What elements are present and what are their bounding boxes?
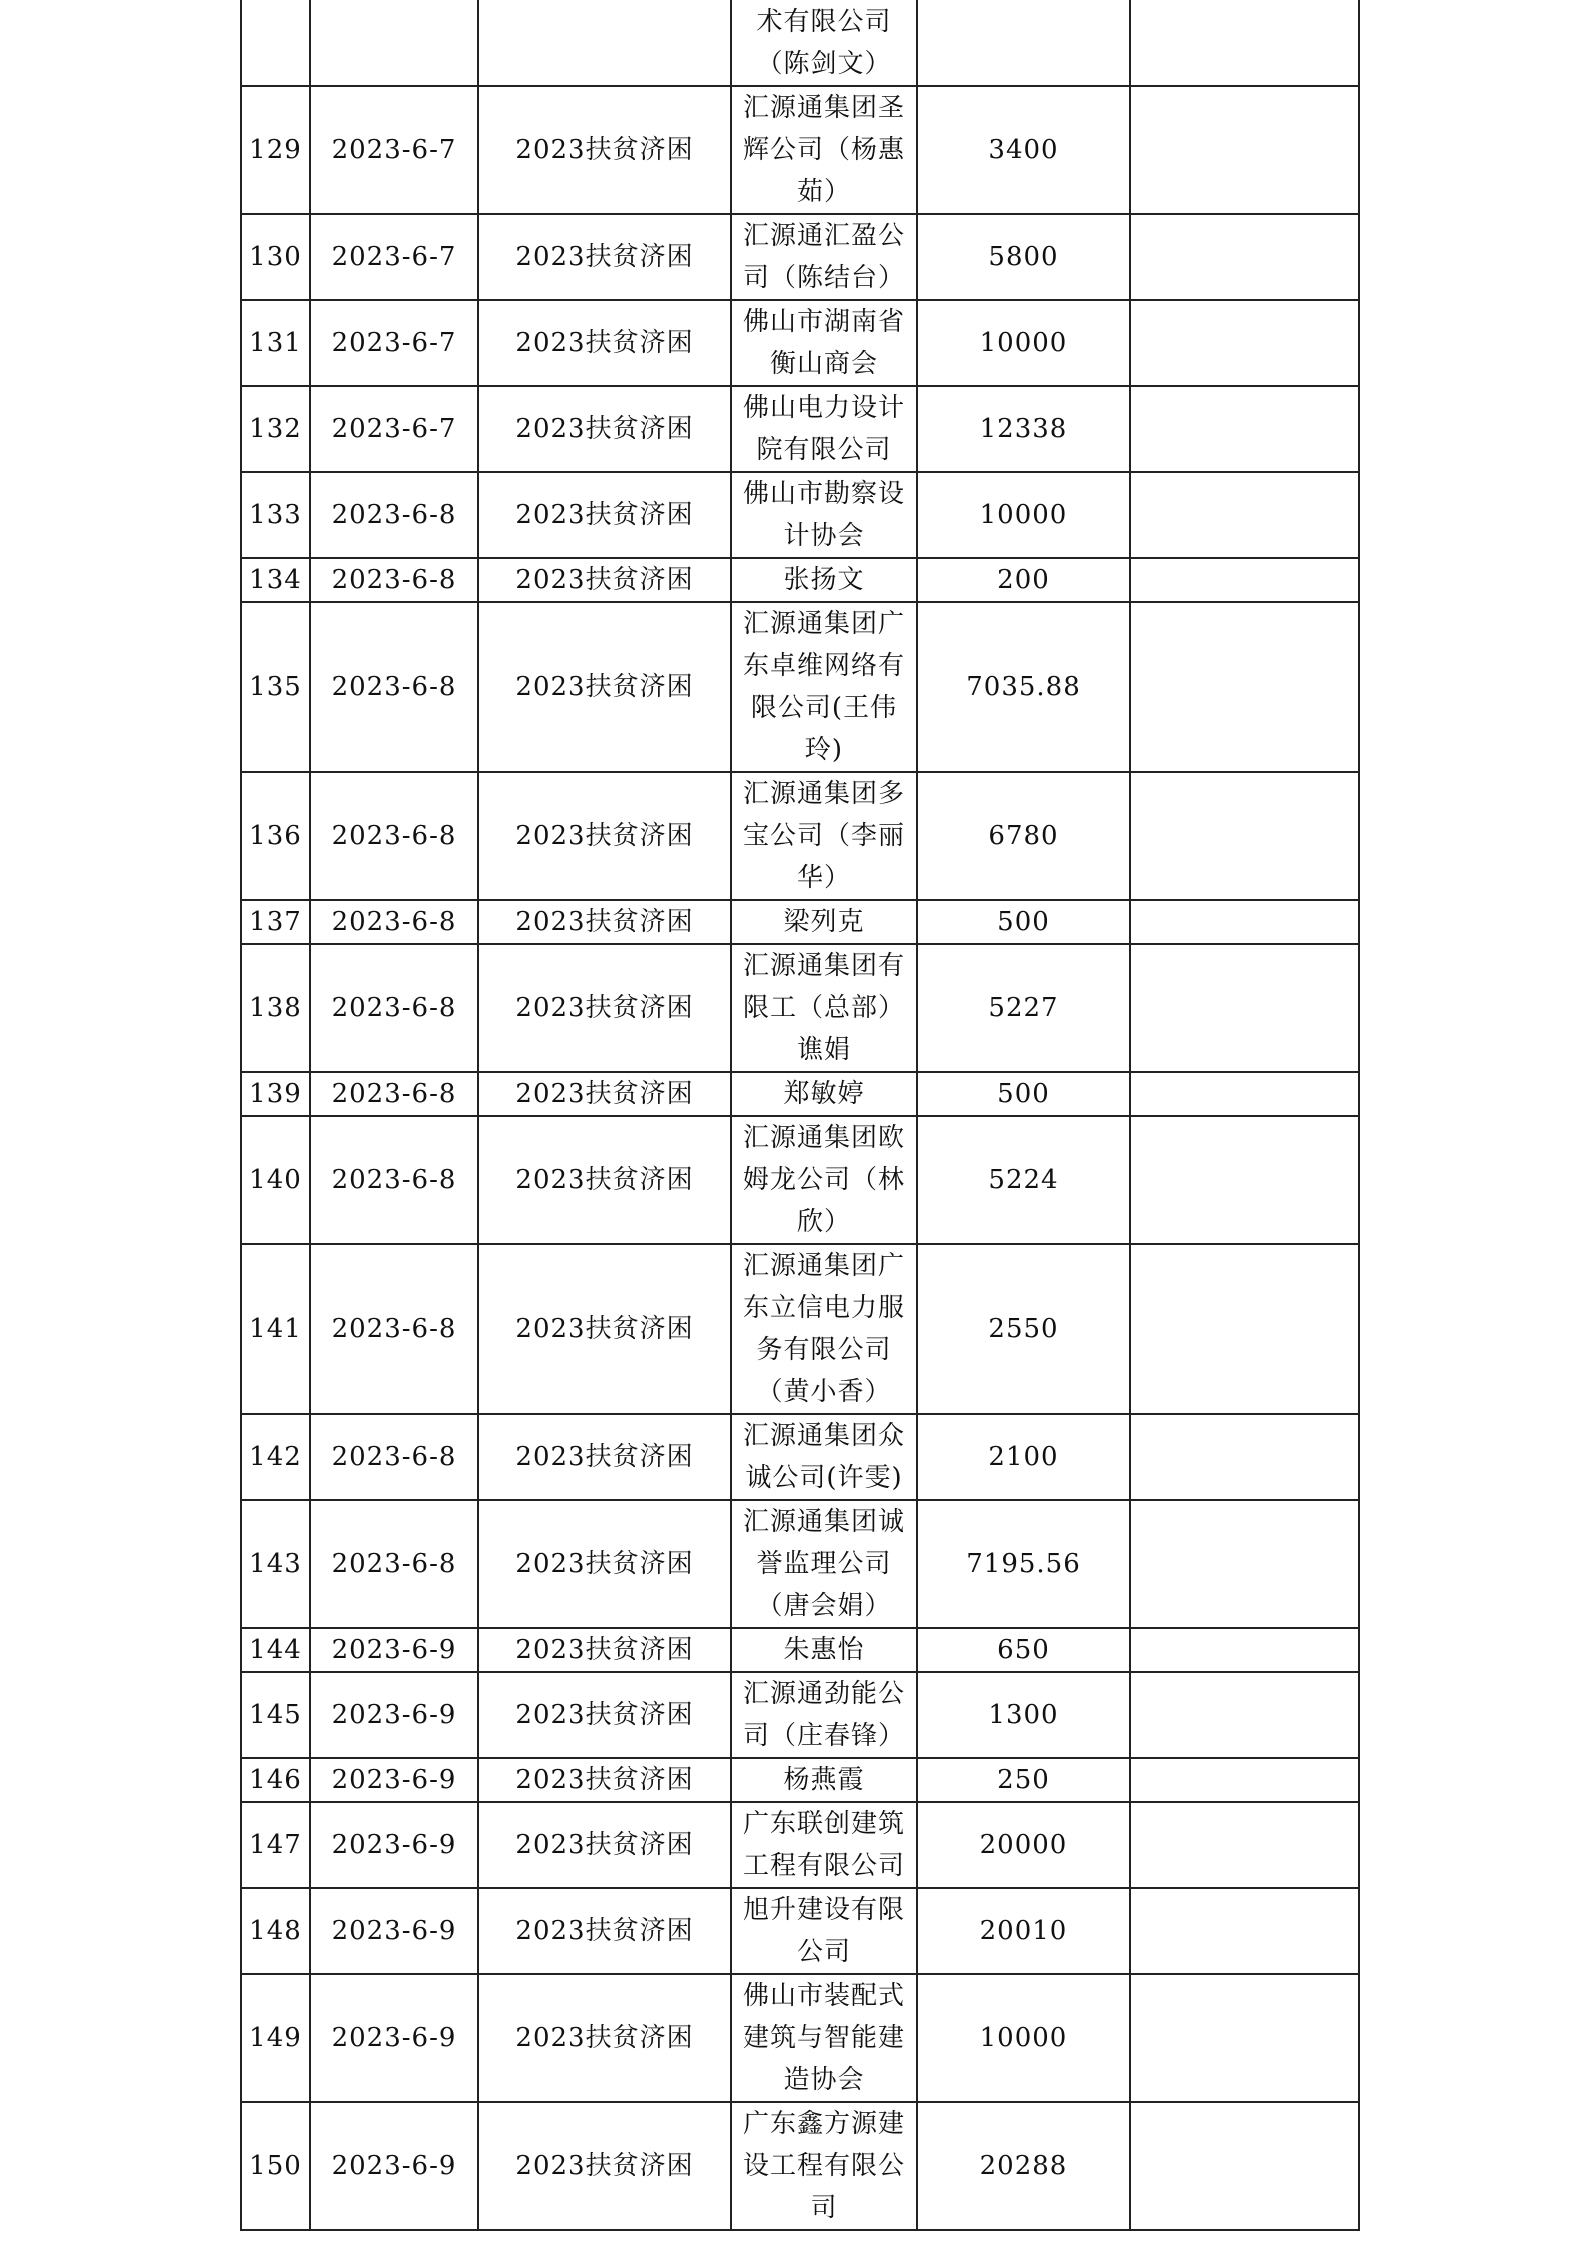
donor-name: 佛山市勘察设计协会: [731, 472, 917, 558]
donor-name: 汇源通集团诚誉监理公司（唐会娟）: [731, 1500, 917, 1628]
donation-amount: 5224: [917, 1116, 1130, 1244]
donation-date: 2023-6-9: [310, 1758, 478, 1802]
donation-amount: 500: [917, 1072, 1130, 1116]
donation-amount: 7195.56: [917, 1500, 1130, 1628]
donor-name: 广东鑫方源建设工程有限公司: [731, 2102, 917, 2230]
donation-purpose: 2023扶贫济困: [478, 2102, 731, 2230]
row-number: 150: [241, 2102, 310, 2230]
table-row: [241, 558, 1359, 602]
table-row: [241, 1244, 1359, 1414]
donation-purpose: 2023扶贫济困: [478, 1072, 731, 1116]
donation-amount: 7035.88: [917, 602, 1130, 772]
donor-name: 汇源通集团广东立信电力服务有限公司（黄小香）: [731, 1244, 917, 1414]
donation-amount: 250: [917, 1758, 1130, 1802]
donation-note: [1130, 2102, 1359, 2230]
donation-amount: 650: [917, 1628, 1130, 1672]
donation-amount: 20288: [917, 2102, 1130, 2230]
donation-date: [310, 0, 478, 86]
row-number: 137: [241, 900, 310, 944]
table-row: [241, 0, 1359, 86]
donation-purpose: 2023扶贫济困: [478, 772, 731, 900]
table-row: [241, 1802, 1359, 1888]
donation-amount: 10000: [917, 1974, 1130, 2102]
donation-purpose: 2023扶贫济困: [478, 602, 731, 772]
donation-note: [1130, 1672, 1359, 1758]
row-number: 134: [241, 558, 310, 602]
table-row: [241, 1500, 1359, 1628]
donor-name: 术有限公司（陈剑文）: [731, 0, 917, 86]
row-number: 140: [241, 1116, 310, 1244]
donation-amount: 6780: [917, 772, 1130, 900]
donation-amount: 5800: [917, 214, 1130, 300]
table-row: [241, 772, 1359, 900]
donation-purpose: [478, 0, 731, 86]
donation-date: 2023-6-8: [310, 602, 478, 772]
table-row: [241, 86, 1359, 214]
donation-purpose: 2023扶贫济困: [478, 900, 731, 944]
donation-purpose: 2023扶贫济困: [478, 300, 731, 386]
donation-note: [1130, 1888, 1359, 1974]
donation-note: [1130, 1628, 1359, 1672]
row-number: 129: [241, 86, 310, 214]
donation-amount: 10000: [917, 300, 1130, 386]
donation-note: [1130, 1758, 1359, 1802]
donation-date: 2023-6-7: [310, 86, 478, 214]
donor-name: 汇源通汇盈公司（陈结台）: [731, 214, 917, 300]
row-number: 148: [241, 1888, 310, 1974]
donation-amount: [917, 0, 1130, 86]
donation-purpose: 2023扶贫济困: [478, 214, 731, 300]
donation-table-body: [241, 0, 1359, 2230]
row-number: 144: [241, 1628, 310, 1672]
row-number: 130: [241, 214, 310, 300]
donation-note: [1130, 1500, 1359, 1628]
donation-note: [1130, 214, 1359, 300]
donation-purpose: 2023扶贫济困: [478, 1628, 731, 1672]
donation-purpose: 2023扶贫济困: [478, 1888, 731, 1974]
donor-name: 汇源通集团众诚公司(许雯): [731, 1414, 917, 1500]
donation-note: [1130, 944, 1359, 1072]
row-number: 149: [241, 1974, 310, 2102]
row-number: 136: [241, 772, 310, 900]
donation-purpose: 2023扶贫济困: [478, 86, 731, 214]
donation-amount: 2100: [917, 1414, 1130, 1500]
donation-date: 2023-6-9: [310, 1628, 478, 1672]
donation-purpose: 2023扶贫济困: [478, 1244, 731, 1414]
donation-amount: 12338: [917, 386, 1130, 472]
donor-name: 汇源通劲能公司（庄春锋）: [731, 1672, 917, 1758]
donation-note: [1130, 602, 1359, 772]
donation-date: 2023-6-9: [310, 2102, 478, 2230]
donor-name: 张扬文: [731, 558, 917, 602]
donation-note: [1130, 472, 1359, 558]
donor-name: 汇源通集团圣辉公司（杨惠茹）: [731, 86, 917, 214]
row-number: 146: [241, 1758, 310, 1802]
donation-amount: 2550: [917, 1244, 1130, 1414]
donation-date: 2023-6-7: [310, 300, 478, 386]
donor-name: 杨燕霞: [731, 1758, 917, 1802]
table-row: [241, 1628, 1359, 1672]
donation-table: [240, 0, 1360, 2231]
donation-date: 2023-6-7: [310, 214, 478, 300]
donation-note: [1130, 0, 1359, 86]
donation-date: 2023-6-9: [310, 1888, 478, 1974]
donation-note: [1130, 558, 1359, 602]
row-number: 145: [241, 1672, 310, 1758]
donation-date: 2023-6-7: [310, 386, 478, 472]
donation-purpose: 2023扶贫济困: [478, 1974, 731, 2102]
donation-date: 2023-6-8: [310, 1244, 478, 1414]
donation-note: [1130, 1116, 1359, 1244]
donation-date: 2023-6-8: [310, 1072, 478, 1116]
donation-purpose: 2023扶贫济困: [478, 472, 731, 558]
donor-name: 汇源通集团有限工（总部）谯娟: [731, 944, 917, 1072]
donation-amount: 200: [917, 558, 1130, 602]
donation-purpose: 2023扶贫济困: [478, 558, 731, 602]
donor-name: 广东联创建筑工程有限公司: [731, 1802, 917, 1888]
donation-purpose: 2023扶贫济困: [478, 386, 731, 472]
donation-purpose: 2023扶贫济困: [478, 944, 731, 1072]
donation-purpose: 2023扶贫济困: [478, 1802, 731, 1888]
donation-date: 2023-6-9: [310, 1802, 478, 1888]
row-number: 141: [241, 1244, 310, 1414]
donation-note: [1130, 772, 1359, 900]
donor-name: 汇源通集团多宝公司（李丽华）: [731, 772, 917, 900]
donation-note: [1130, 1072, 1359, 1116]
donation-note: [1130, 86, 1359, 214]
table-row: [241, 472, 1359, 558]
row-number: 135: [241, 602, 310, 772]
donation-date: 2023-6-8: [310, 944, 478, 1072]
donation-amount: 500: [917, 900, 1130, 944]
table-row: [241, 944, 1359, 1072]
donation-note: [1130, 300, 1359, 386]
donation-note: [1130, 1802, 1359, 1888]
donation-date: 2023-6-8: [310, 558, 478, 602]
donation-purpose: 2023扶贫济困: [478, 1500, 731, 1628]
donation-purpose: 2023扶贫济困: [478, 1414, 731, 1500]
table-row: [241, 1758, 1359, 1802]
donation-note: [1130, 386, 1359, 472]
row-number: 132: [241, 386, 310, 472]
donation-date: 2023-6-8: [310, 1414, 478, 1500]
row-number: [241, 0, 310, 86]
donor-name: 汇源通集团广东卓维网络有限公司(王伟玲): [731, 602, 917, 772]
row-number: 147: [241, 1802, 310, 1888]
donor-name: 朱惠怡: [731, 1628, 917, 1672]
donor-name: 汇源通集团欧姆龙公司（林欣）: [731, 1116, 917, 1244]
row-number: 138: [241, 944, 310, 1072]
table-row: [241, 300, 1359, 386]
donation-note: [1130, 900, 1359, 944]
row-number: 139: [241, 1072, 310, 1116]
donation-date: 2023-6-9: [310, 1974, 478, 2102]
donor-name: 佛山市装配式建筑与智能建造协会: [731, 1974, 917, 2102]
table-row: [241, 1672, 1359, 1758]
row-number: 131: [241, 300, 310, 386]
table-row: [241, 900, 1359, 944]
donation-amount: 3400: [917, 86, 1130, 214]
donation-amount: 1300: [917, 1672, 1130, 1758]
donor-name: 旭升建设有限公司: [731, 1888, 917, 1974]
table-row: [241, 214, 1359, 300]
donor-name: 郑敏婷: [731, 1072, 917, 1116]
donor-name: 佛山市湖南省衡山商会: [731, 300, 917, 386]
donation-amount: 10000: [917, 472, 1130, 558]
donor-name: 梁列克: [731, 900, 917, 944]
donation-purpose: 2023扶贫济困: [478, 1672, 731, 1758]
row-number: 142: [241, 1414, 310, 1500]
table-row: [241, 386, 1359, 472]
donation-purpose: 2023扶贫济困: [478, 1116, 731, 1244]
donation-date: 2023-6-8: [310, 900, 478, 944]
donation-date: 2023-6-8: [310, 472, 478, 558]
donation-date: 2023-6-9: [310, 1672, 478, 1758]
donation-note: [1130, 1974, 1359, 2102]
table-row: [241, 602, 1359, 772]
donation-purpose: 2023扶贫济困: [478, 1758, 731, 1802]
table-row: [241, 1974, 1359, 2102]
table-row: [241, 2102, 1359, 2230]
donation-amount: 20000: [917, 1802, 1130, 1888]
table-row: [241, 1072, 1359, 1116]
donation-date: 2023-6-8: [310, 1116, 478, 1244]
donation-date: 2023-6-8: [310, 1500, 478, 1628]
table-row: [241, 1888, 1359, 1974]
row-number: 133: [241, 472, 310, 558]
donation-date: 2023-6-8: [310, 772, 478, 900]
table-row: [241, 1116, 1359, 1244]
donation-amount: 5227: [917, 944, 1130, 1072]
donation-note: [1130, 1414, 1359, 1500]
row-number: 143: [241, 1500, 310, 1628]
donor-name: 佛山电力设计院有限公司: [731, 386, 917, 472]
donation-amount: 20010: [917, 1888, 1130, 1974]
table-row: [241, 1414, 1359, 1500]
donation-note: [1130, 1244, 1359, 1414]
